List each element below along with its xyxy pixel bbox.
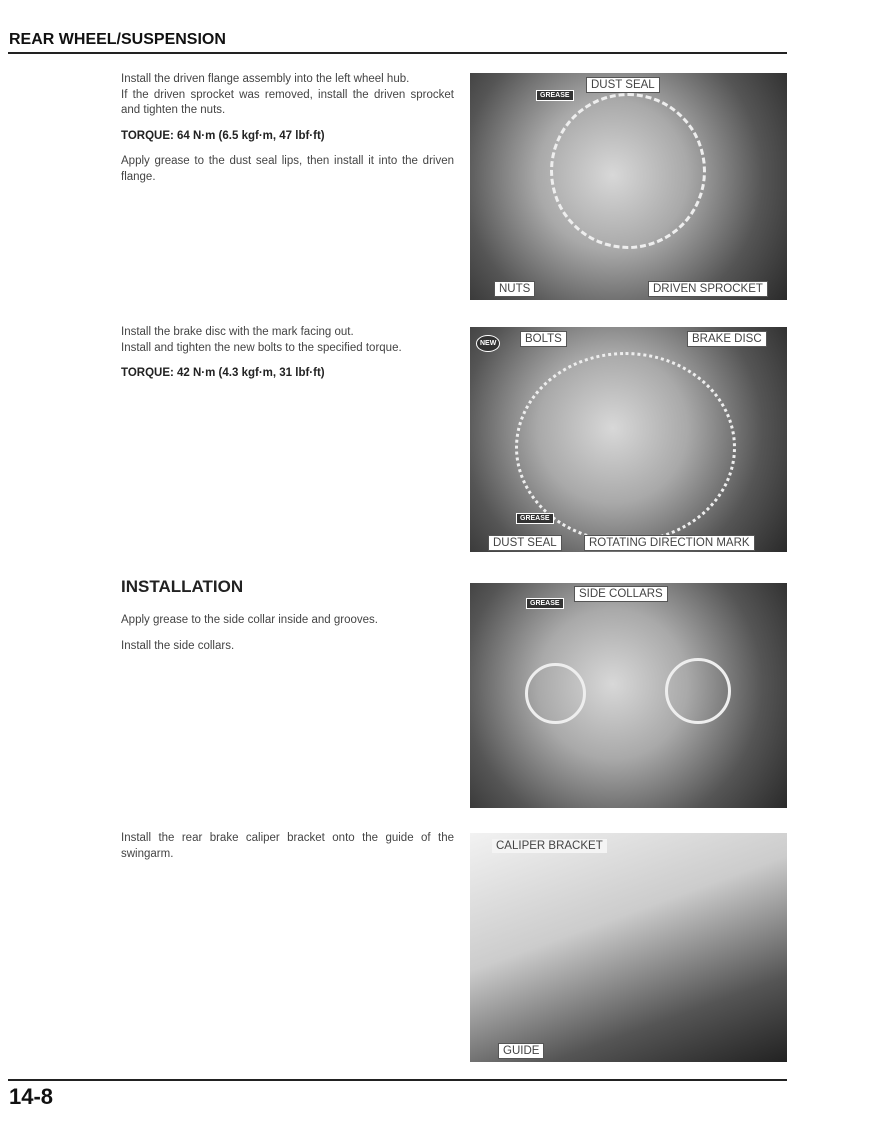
label-brake-disc: BRAKE DISC xyxy=(687,331,767,347)
figure-caliper-bracket xyxy=(470,833,787,1062)
grease-tag: GREASE xyxy=(516,513,554,524)
footer-rule xyxy=(8,1079,787,1081)
figure-brake-disc xyxy=(470,327,787,552)
grease-tag: GREASE xyxy=(536,90,574,101)
new-tag: NEW xyxy=(476,335,500,352)
text-block-2 xyxy=(121,325,454,392)
torque-spec: TORQUE: 64 N·m (6.5 kgf·m, 47 lbf·ft) xyxy=(121,129,325,142)
label-rotating-direction-mark: ROTATING DIRECTION MARK xyxy=(584,535,755,551)
paragraph: If the driven sprocket was removed, install the driven sprocket and tighten the nuts. xyxy=(121,88,454,116)
header-rule xyxy=(8,52,787,54)
figure-side-collars xyxy=(470,583,787,808)
label-dust-seal: DUST SEAL xyxy=(488,535,562,551)
page-number: 14-8 xyxy=(9,1084,54,1109)
grease-tag: GREASE xyxy=(526,598,564,609)
text-block-1 xyxy=(121,72,454,195)
label-caliper-bracket: CALIPER BRACKET xyxy=(492,839,607,853)
paragraph: Install the side collars. xyxy=(121,639,235,652)
text-block-3 xyxy=(121,613,454,664)
label-nuts: NUTS xyxy=(494,281,535,297)
paragraph: Install the driven flange assembly into the left wheel hub. xyxy=(121,73,410,85)
label-driven-sprocket: DRIVEN SPROCKET xyxy=(648,281,768,297)
paragraph: Apply grease to the side collar inside and grooves. xyxy=(121,614,378,626)
section-title: REAR WHEEL/SUSPENSION xyxy=(9,31,226,48)
figure-driven-sprocket xyxy=(470,73,787,300)
label-bolts: BOLTS xyxy=(520,331,567,347)
label-side-collars: SIDE COLLARS xyxy=(574,586,668,602)
paragraph: Install and tighten the new bolts to the specified torque. xyxy=(121,341,402,354)
installation-heading: INSTALLATION xyxy=(121,577,244,596)
torque-spec: TORQUE: 42 N·m (4.3 kgf·m, 31 lbf·ft) xyxy=(121,367,325,379)
text-block-4 xyxy=(121,831,454,872)
label-guide: GUIDE xyxy=(498,1043,544,1059)
paragraph: Install the brake disc with the mark facing out. xyxy=(121,326,354,338)
paragraph: Apply grease to the dust seal lips, then install it into the driven flange. xyxy=(121,155,454,183)
paragraph: Install the rear brake caliper bracket onto the guide of the swingarm. xyxy=(121,832,454,860)
label-dust-seal: DUST SEAL xyxy=(586,77,660,93)
